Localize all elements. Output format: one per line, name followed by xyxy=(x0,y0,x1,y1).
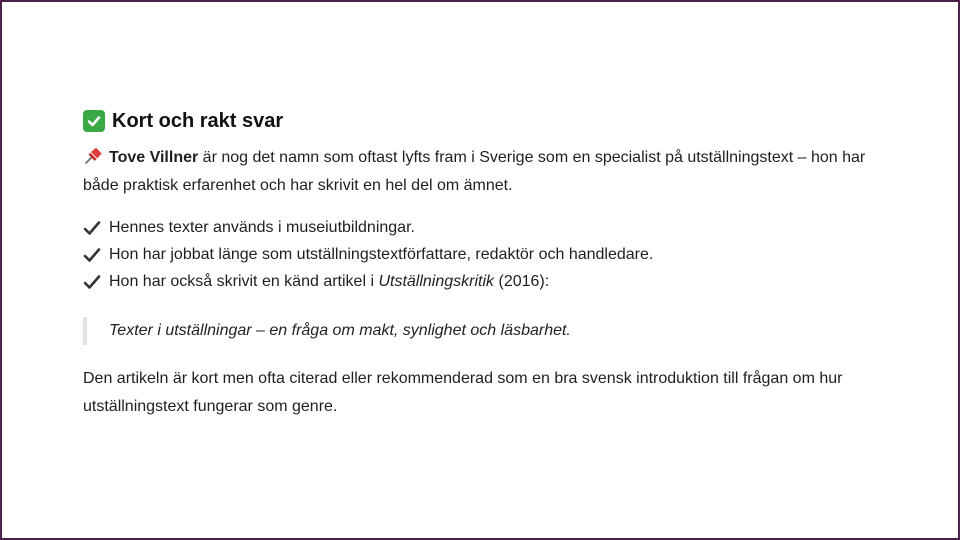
answer-content xyxy=(83,106,903,421)
closing-paragraph: Den artikeln är kort men ofta citerad eller rekommenderad som en bra svensk introduktion till frågan om hur utställningstext fungerar som genre. xyxy=(83,370,843,415)
intro-text: är nog det namn som oftast lyfts fram i Sverige som en specialist på utställningstext – hon har både praktisk erfarenhet och har skrivit en hel del om ämnet. xyxy=(83,149,866,194)
list-item-text xyxy=(109,268,549,295)
answer-heading xyxy=(83,106,903,136)
list-item xyxy=(83,268,903,295)
article-title-quote: Texter i utställningar – en fråga om makt, synlighet och läsbarhet. xyxy=(83,317,903,345)
list-item-text: Hon har jobbat länge som utställningstextförfattare, redaktör och handledare. xyxy=(109,246,654,263)
pushpin-icon xyxy=(83,147,103,165)
journal-title: Utställningskritik xyxy=(378,273,495,290)
check-mark-icon xyxy=(83,220,101,236)
facts-list xyxy=(83,214,903,295)
check-mark-icon xyxy=(83,247,101,263)
answer-heading-text: Kort och rakt svar xyxy=(112,109,284,132)
check-mark-icon xyxy=(83,274,101,290)
list-item-prefix: Hon har också skrivit en känd artikel i xyxy=(109,273,379,290)
list-item-suffix: (2016): xyxy=(494,273,550,290)
intro-paragraph xyxy=(83,144,903,200)
person-name: Tove Villner xyxy=(109,149,199,166)
list-item xyxy=(83,214,903,241)
list-item-text: Hennes texter används i museiutbildningar. xyxy=(109,219,415,236)
list-item xyxy=(83,241,903,268)
check-mark-button-icon xyxy=(83,110,105,132)
